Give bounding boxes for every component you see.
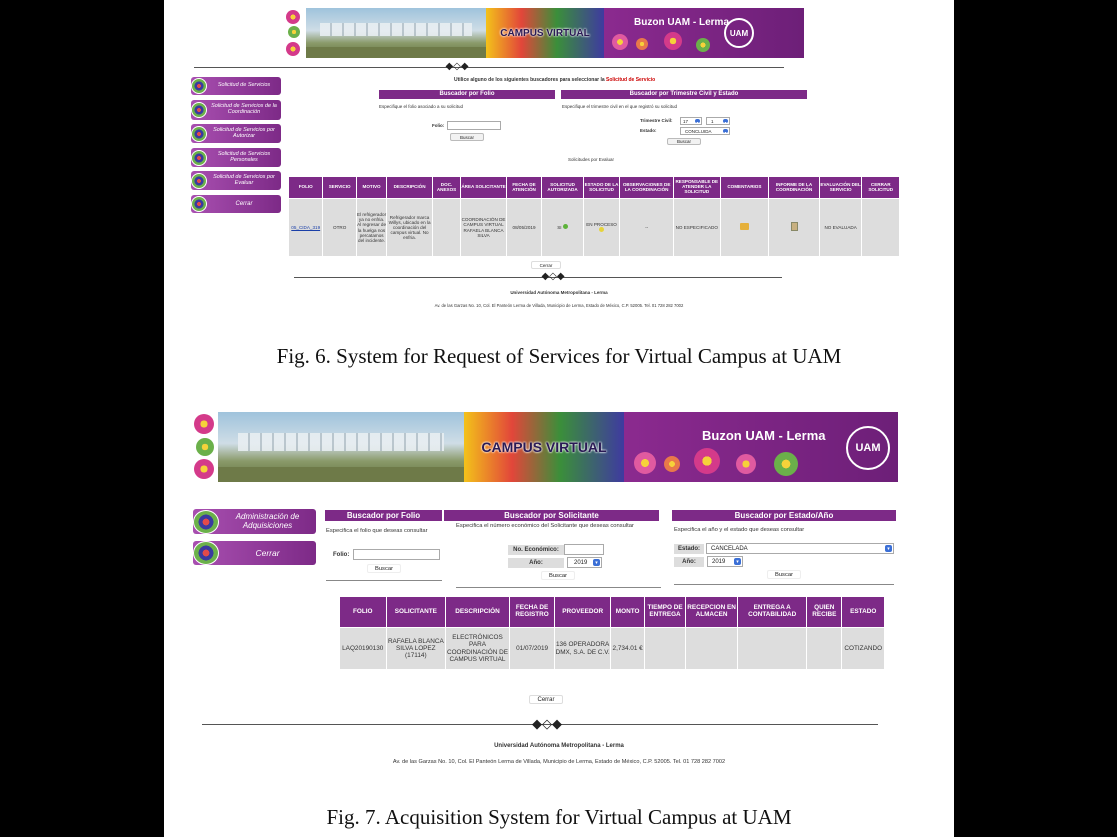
sidebar-item-cerrar[interactable]: Cerrar (191, 195, 281, 213)
chevron-down-icon: ▾ (724, 120, 727, 125)
fig6-instruction: Utilice alguno de los siguientes buscadores para seleccionar la Solicitud de Servicio (454, 77, 656, 83)
fig7-estado-search-button[interactable]: Buscar (767, 570, 801, 579)
table-header: ENTREGA A CONTABILIDAD (738, 597, 807, 628)
paper-page (164, 0, 954, 837)
chevron-down-icon: ▾ (696, 120, 699, 125)
fig6-footer-address: Av. de las Garzas No. 10, Col. El Panteón Lerma de Villada, Municipio de Lerma, Estado de México, C.P. 52005. Tel. 01 728 282 7002 (434, 303, 684, 308)
fig6-trimestre-year-select[interactable]: 17 ▾ (680, 117, 702, 125)
fig7-estado-divider (674, 584, 894, 585)
sidebar-item-por-evaluar[interactable]: Solicitud de Servicios por Evaluar (191, 171, 281, 190)
table-header: DESCRIPCIÓN (387, 177, 433, 199)
campus-photo (306, 8, 486, 58)
fig7-solicitante-hint: Especifica el número económico del Solicitante que deseas consultar (456, 523, 634, 529)
green-status-icon (563, 224, 568, 229)
fig6-banner (284, 8, 804, 58)
table-header: SOLICITANTE (386, 597, 446, 628)
flower-icon (196, 438, 214, 456)
fig7-footer-title: Universidad Autónoma Metropolitana - Lerma (494, 743, 624, 749)
flower-icon (194, 414, 214, 434)
fig7-estado-head: Buscador por Estado/Año (672, 510, 896, 521)
table-header: RESPONSABLE DE ATENDER LA SOLICITUD (673, 177, 720, 199)
fig6-folio-search-button[interactable]: Buscar (450, 133, 484, 141)
table-header: ÁREA SOLICITANTE (461, 177, 507, 199)
table-cell (685, 628, 738, 670)
table-header: FECHA DE ATENCIÓN (506, 177, 541, 199)
table-header: FECHA DE REGISTRO (509, 597, 555, 628)
table-header: DESCRIPCIÓN (446, 597, 510, 628)
chevron-down-icon: ▾ (593, 559, 600, 566)
fig7-estado-label: Estado: (674, 544, 704, 554)
fig6-folio-input[interactable] (447, 121, 501, 130)
fig7-folio-label: Folio: (333, 552, 350, 558)
fig7-solicitante-search-button[interactable]: Buscar (541, 571, 575, 580)
chevron-down-icon: ▾ (885, 545, 892, 552)
fig7-estado-select[interactable]: CANCELADA ▾ (706, 543, 894, 554)
sidebar-item-solicitud-servicios[interactable]: Solicitud de Servicios (191, 77, 281, 95)
table-cell: RAFAELA BLANCA SILVA LOPEZ (17114) (386, 628, 446, 670)
fig7-footer-address: Av. de las Garzas No. 10, Col. El Panteón Lerma de Villada, Municipio de Lerma, Estado de México, C.P. 52005. Tel. 01 728 282 7002 (392, 759, 726, 765)
flower-icon (696, 38, 710, 52)
fig6-trimestre-search-button[interactable]: Buscar (667, 138, 701, 145)
flower-icon (664, 32, 682, 50)
fig6-folio-head: Buscador por Folio (379, 90, 555, 99)
folio-link[interactable]: 05_CIDA_319 (289, 199, 323, 257)
table-header: SOLICITUD AUTORIZADA (542, 177, 584, 199)
fig7-banner (192, 412, 898, 482)
fig6-header-divider (194, 67, 784, 68)
buzon-title: Buzon UAM - Lerma (634, 17, 729, 28)
table-cell (807, 628, 842, 670)
fig6-trimestre-num-select[interactable]: 1 ▾ (706, 117, 730, 125)
fig7-solicitante-head: Buscador por Solicitante (444, 510, 659, 521)
flower-icon (634, 452, 656, 474)
fig6-folio-label: Folio: (432, 123, 445, 128)
table-header: ESTADO (842, 597, 885, 628)
sidebar-item-cerrar[interactable]: Cerrar (193, 541, 316, 565)
table-cell (738, 628, 807, 670)
table-cell: NO EVALUADA (819, 199, 862, 257)
table-header: COMENTARIOS (720, 177, 769, 199)
report-icon[interactable] (791, 222, 798, 231)
table-cell: ELECTRÓNICOS PARA COORDINACIÓN DE CAMPUS VIRTUAL (446, 628, 510, 670)
table-cell[interactable] (862, 199, 900, 257)
fig7-economico-label: No. Económico: (508, 545, 564, 555)
flower-icon (286, 42, 300, 56)
sidebar-item-por-autorizar[interactable]: Solicitud de Servicios por Autorizar (191, 124, 281, 143)
fig7-caption: Fig. 7. Acquisition System for Virtual Campus at UAM (326, 805, 792, 829)
table-header: INFORME DE LA COORDINACIÓN (769, 177, 820, 199)
chevron-down-icon: ▾ (734, 558, 741, 565)
table-cell: 01/07/2019 (509, 628, 555, 670)
flower-icon (288, 26, 300, 38)
uam-icon (191, 173, 207, 189)
sidebar-item-coordinacion[interactable]: Solicitud de Servicios de la Coordinación (191, 100, 281, 120)
fig7-folio-divider (326, 580, 442, 581)
table-cell: El refrigerador ya no enfria. Al regresar de la huelga nos percatamos del incidente. (356, 199, 386, 257)
campus-virtual-logo: CAMPUS VIRTUAL (486, 8, 604, 58)
yellow-status-icon (599, 227, 604, 232)
sidebar-item-personales[interactable]: Solicitud de Servicios Personales (191, 148, 281, 167)
uam-icon (191, 78, 207, 94)
fig7-folio-head: Buscador por Folio (325, 510, 442, 521)
table-cell: -- (620, 199, 674, 257)
table-header: MOTIVO (356, 177, 386, 199)
fig6-trimestre-label: Trimestre Civil: (640, 118, 673, 123)
table-header: OBSERVACIONES DE LA COORDINACIÓN (620, 177, 674, 199)
table-header: ESTADO DE LA SOLICITUD (583, 177, 619, 199)
comments-icon[interactable] (740, 223, 749, 230)
campus-photo (218, 412, 464, 482)
uam-icon (193, 510, 219, 534)
table-cell: 136 OPERADORA DMX, S.A. DE C.V. (555, 628, 611, 670)
table-header: CERRAR SOLICITUD (862, 177, 900, 199)
fig7-sol-year-label: Año: (508, 558, 564, 568)
fig7-sol-year-select[interactable]: 2019 ▾ (567, 557, 602, 568)
uam-icon (191, 150, 207, 166)
table-header: EVALUACIÓN DEL SERVICIO (819, 177, 862, 199)
fig7-est-year-label: Año: (674, 557, 704, 567)
flower-icon (694, 448, 720, 474)
table-row (289, 199, 900, 257)
fig7-est-year-select[interactable]: 2019 ▾ (707, 556, 743, 567)
uam-logo: UAM (846, 426, 890, 470)
campus-virtual-logo: CAMPUS VIRTUAL (464, 412, 624, 482)
table-cell[interactable] (769, 199, 820, 257)
fig6-footer-title: Universidad Autónoma Metropolitana - Lerma (510, 290, 608, 295)
fig6-caption: Fig. 6. System for Request of Services for Virtual Campus at UAM (276, 344, 842, 368)
uam-icon (191, 102, 207, 118)
table-header: MONTO (610, 597, 644, 628)
flower-icon (636, 38, 648, 50)
table-header: FOLIO (289, 177, 323, 199)
table-header: DOC. ANEXOS (432, 177, 460, 199)
table-header: TIEMPO DE ENTREGA (645, 597, 685, 628)
table-cell: EN PROCESO (583, 199, 619, 257)
table-header: FOLIO (340, 597, 387, 628)
table-cell: Refrigerador marca Willys, ubicado en la coordinación del campus virtual. No enfria. (387, 199, 433, 257)
fig7-close-button[interactable]: Cerrar (529, 695, 563, 704)
fig7-economico-input[interactable] (564, 544, 604, 555)
ornament-icon: ◆◇◆ (445, 61, 469, 72)
flower-icon (612, 34, 628, 50)
fig7-solicitante-divider (456, 587, 661, 588)
flower-icon (194, 459, 214, 479)
ornament-icon: ◆◇◆ (532, 716, 562, 731)
uam-icon (191, 196, 207, 212)
table-header: PROVEEDOR (555, 597, 611, 628)
fig6-trimestre-head: Buscador por Trimestre Civil y Estado (561, 90, 807, 99)
table-cell: COTIZANDO (842, 628, 885, 670)
fig7-acquisitions-table (339, 596, 885, 670)
fig6-requests-table (288, 176, 900, 257)
table-cell: NO ESPECIFICADO (673, 199, 720, 257)
fig6-estado-select[interactable]: CONCLUIDA ▾ (680, 127, 730, 135)
fig7-folio-hint: Especifica el folio que deseas consultar (326, 528, 428, 534)
fig6-folio-hint: Especifique el folio asociado a su solicitud (379, 104, 464, 109)
table-row (340, 628, 885, 670)
uam-icon (191, 126, 207, 142)
sidebar-item-adquisiciones[interactable]: Administración de Adquisiciones (193, 509, 316, 534)
table-cell: 2,734.01 € (610, 628, 644, 670)
fig7-estado-hint: Especifica el año y el estado que deseas consultar (674, 527, 805, 533)
fig6-close-button[interactable]: Cerrar (531, 261, 561, 269)
table-cell: SI (542, 199, 584, 257)
fig6-trimestre-hint: Especifique el trimestre civil en el que registró su solicitud (562, 104, 678, 109)
table-cell (432, 199, 460, 257)
fig7-folio-input[interactable] (353, 549, 440, 560)
table-cell: COORDINACIÓN DE CAMPUS VIRTUAL RAFAELA BLANCA SILVA (461, 199, 507, 257)
uam-logo: UAM (724, 18, 754, 48)
flower-icon (736, 454, 756, 474)
flower-icon (774, 452, 798, 476)
buzon-title: Buzon UAM - Lerma (702, 428, 826, 443)
solicitud-link[interactable]: Solicitud de Servicio (606, 77, 656, 83)
table-cell[interactable] (720, 199, 769, 257)
table-header: RECEPCION EN ALMACEN (685, 597, 738, 628)
ornament-icon: ◆◇◆ (541, 271, 565, 282)
table-cell: 08/05/2019 (506, 199, 541, 257)
table-cell (645, 628, 685, 670)
fig6-estado-label: Estado: (640, 128, 657, 133)
table-cell: OTRO (323, 199, 356, 257)
uam-icon (193, 541, 219, 565)
flower-icon (664, 456, 680, 472)
table-cell[interactable]: LAQ20190130 (340, 628, 387, 670)
chevron-down-icon: ▾ (724, 130, 727, 135)
flower-icon (286, 10, 300, 24)
fig7-folio-search-button[interactable]: Buscar (367, 564, 401, 573)
table-header: SERVICIO (323, 177, 356, 199)
fig6-list-caption: Solicitudes por Evaluar (568, 157, 615, 162)
table-header: QUIEN RECIBE (807, 597, 842, 628)
